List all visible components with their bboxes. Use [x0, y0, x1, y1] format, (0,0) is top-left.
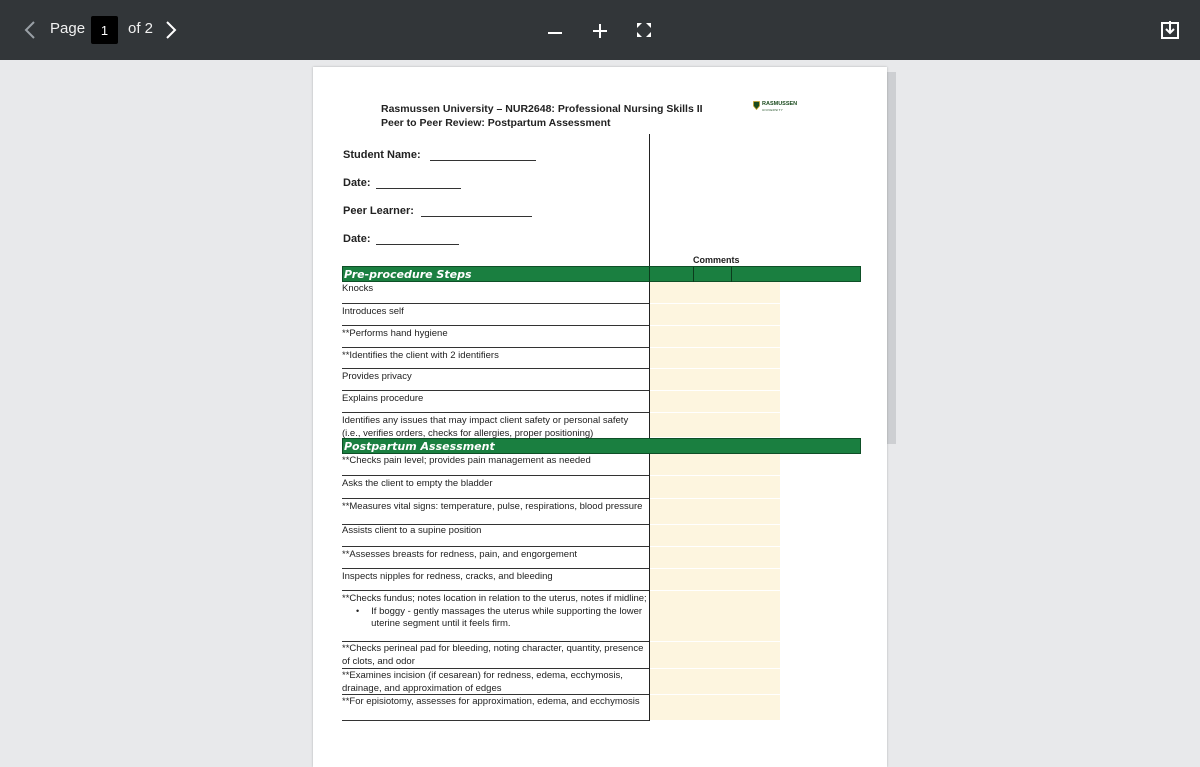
logo-text: RASMUSSEN — [762, 101, 798, 107]
comment-cell[interactable] — [650, 454, 780, 476]
checklist-row — [342, 348, 649, 369]
previous-page-button[interactable] — [18, 17, 42, 43]
student-name-field[interactable] — [430, 159, 536, 161]
rasmussen-logo — [753, 101, 797, 113]
checklist-item: Identifies any issues that may impact client safety or personal safety (i.e., verifies orders, checks for allergies, proper positioning) — [342, 415, 629, 439]
date-field-2[interactable] — [376, 243, 459, 245]
pdf-toolbar — [0, 0, 1200, 60]
checklist-row — [342, 642, 649, 669]
next-page-shadow — [887, 72, 896, 444]
section-title: Postpartum Assessment — [344, 440, 495, 453]
document-title: Rasmussen University – NUR2648: Professional Nursing Skills II — [381, 103, 703, 115]
comment-cell[interactable] — [650, 569, 780, 591]
section-header-pre-procedure — [342, 266, 861, 282]
fit-to-page-button[interactable] — [634, 20, 654, 40]
checklist-row — [342, 282, 649, 304]
download-button[interactable] — [1159, 19, 1181, 41]
checklist-item: Inspects nipples for redness, cracks, and bleeding — [342, 571, 553, 582]
comment-cell[interactable] — [650, 282, 780, 304]
comment-cell[interactable] — [650, 369, 780, 391]
comment-cell[interactable] — [650, 547, 780, 569]
comment-cell[interactable] — [650, 304, 780, 326]
date-field-1[interactable] — [376, 187, 461, 189]
checklist-item: Asks the client to empty the bladder — [342, 478, 493, 489]
checklist-item: **Checks fundus; notes location in relation to the uterus, notes if midline; — [342, 593, 647, 604]
header-divider — [649, 267, 650, 282]
checklist-row — [342, 569, 649, 591]
plus-icon — [591, 21, 609, 39]
zoom-out-button[interactable] — [544, 19, 566, 43]
download-icon — [1160, 20, 1180, 40]
comment-cell[interactable] — [650, 669, 780, 695]
checklist-item: Explains procedure — [342, 393, 424, 404]
comment-cell[interactable] — [650, 591, 780, 642]
comment-cell[interactable] — [650, 476, 780, 499]
checklist-item: **Checks perineal pad for bleeding, noting character, quantity, presence of clots, and odor — [342, 643, 644, 667]
checklist-item: **Checks pain level; provides pain management as needed — [342, 455, 591, 466]
comments-header: Comments — [693, 255, 740, 265]
checklist-row — [342, 695, 649, 721]
checklist-row — [342, 499, 649, 525]
checklist-item: Assists client to a supine position — [342, 525, 482, 536]
checklist-item: **Performs hand hygiene — [342, 328, 448, 339]
checklist-row — [342, 454, 649, 476]
logo-subtext: UNIVERSITY — [762, 108, 784, 112]
zoom-in-button[interactable] — [589, 18, 611, 42]
minus-icon — [546, 22, 564, 40]
checklist-item: **For episiotomy, assesses for approximation, edema, and ecchymosis — [342, 696, 640, 707]
checklist-item: Provides privacy — [342, 371, 412, 382]
document-page — [313, 67, 887, 767]
date-label-2: Date: — [343, 233, 371, 245]
comment-cell[interactable] — [650, 642, 780, 669]
checklist-item: **Measures vital signs: temperature, pulse, respirations, blood pressure — [342, 501, 643, 512]
shield-icon — [753, 101, 760, 110]
checklist-row — [342, 326, 649, 348]
bullet-text: If boggy - gently massages the uterus while supporting the lower uterine segment until it feels firm. — [371, 605, 643, 629]
page-total-label: of 2 — [128, 20, 154, 37]
checklist-item: **Identifies the client with 2 identifiers — [342, 350, 499, 361]
comment-cell[interactable] — [650, 391, 780, 413]
chevron-right-icon — [164, 20, 178, 40]
student-name-label: Student Name: — [343, 149, 421, 161]
checklist-item: Knocks — [342, 283, 374, 294]
bullet-item — [342, 606, 649, 631]
next-page-button[interactable] — [160, 17, 182, 43]
fit-to-page-icon — [635, 21, 653, 39]
page-label: Page — [50, 20, 86, 37]
checklist-row — [342, 304, 649, 326]
checklist-row — [342, 391, 649, 413]
comment-cell[interactable] — [650, 348, 780, 369]
comment-cell[interactable] — [650, 413, 780, 438]
checklist-row — [342, 547, 649, 569]
peer-learner-field[interactable] — [421, 215, 532, 217]
bullet-icon: • — [356, 605, 360, 616]
header-divider — [731, 267, 732, 282]
checklist-row — [342, 669, 649, 695]
comment-cell[interactable] — [650, 499, 780, 525]
header-divider — [693, 267, 694, 282]
comment-cell[interactable] — [650, 326, 780, 348]
peer-learner-label: Peer Learner: — [343, 205, 414, 217]
comment-cell[interactable] — [650, 525, 780, 547]
checklist-row — [342, 413, 649, 438]
date-label-1: Date: — [343, 177, 371, 189]
section-title: Pre-procedure Steps — [344, 268, 472, 281]
page-number-input[interactable]: 1 — [91, 16, 118, 44]
chevron-left-icon — [23, 20, 37, 40]
comment-cell[interactable] — [650, 695, 780, 721]
section-header-postpartum — [342, 438, 861, 454]
checklist-item: **Assesses breasts for redness, pain, and engorgement — [342, 549, 577, 560]
document-subtitle: Peer to Peer Review: Postpartum Assessment — [381, 117, 611, 129]
checklist-row — [342, 591, 649, 642]
checklist-item: Introduces self — [342, 306, 404, 317]
checklist-row — [342, 369, 649, 391]
checklist-item: **Examines incision (if cesarean) for redness, edema, ecchymosis, drainage, and approximation of edges — [342, 670, 623, 694]
checklist-row — [342, 476, 649, 499]
checklist-row — [342, 525, 649, 547]
